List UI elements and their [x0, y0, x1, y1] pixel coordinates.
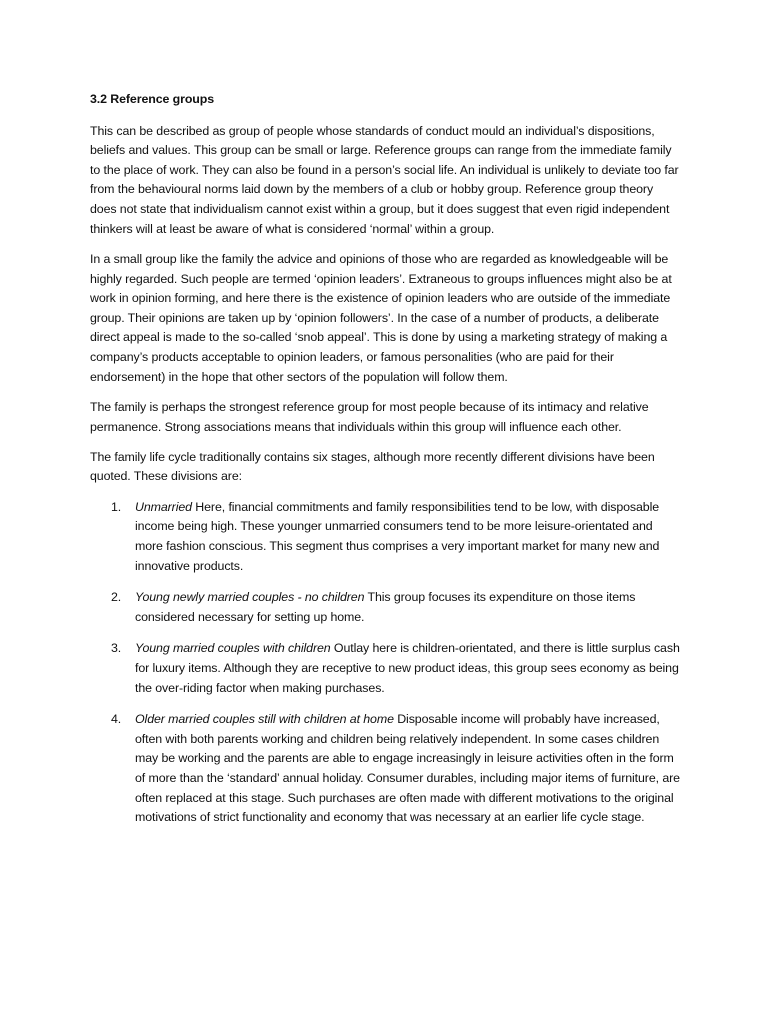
life-cycle-stage-list [90, 498, 682, 828]
paragraph-family-life-cycle-intro: The family life cycle traditionally contains six stages, although more recently different divisions have been quoted. These divisions are: [90, 449, 655, 484]
paragraph-family-reference-group: The family is perhaps the strongest reference group for most people because of its intimacy and relative permanence. Strong associations means that individuals within this group will influence each other. [90, 399, 649, 434]
list-item [90, 498, 682, 576]
stage-description: Disposable income will probably have increased, often with both parents working and children being relatively independent. In some cases children may be working and the parents are able to engage increasingly in leisure activities often in the form of more than the ‘standard’ annual holiday. Consumer durables, including major items of furniture, are often replaced at this stage. Such purchases are often made with different motivations to the original motivations of strict functionality and economy that was necessary at an earlier life cycle stage. [135, 712, 680, 825]
stage-name: Young married couples with children [135, 641, 331, 656]
stage-description: Outlay here is children-orientated, and there is little surplus cash for luxury items. Although they are receptive to new product ideas, this group sees economy as being the over-riding factor when making purchases. [135, 641, 680, 695]
list-item [90, 588, 682, 627]
stage-name: Older married couples still with children at home [135, 712, 394, 727]
list-item [90, 639, 682, 698]
stage-description: This group focuses its expenditure on those items considered necessary for setting up home. [135, 590, 636, 624]
paragraph-reference-group-definition: This can be described as group of people whose standards of conduct mould an individual’s dispositions, beliefs and values. This group can be small or large. Reference groups can range from the immediate family to the place of work. They can also be found in a person’s social life. An individual is unlikely to deviate too far from the behavioural norms laid down by the members of a club or hobby group. Reference group theory does not state that individualism cannot exist within a group, but it does suggest that even rigid independent thinkers will at least be aware of what is considered ‘normal’ within a group. [90, 123, 679, 236]
list-item-number: 4. [111, 712, 122, 727]
section-heading: 3.2 Reference groups [90, 92, 215, 106]
paragraph-opinion-leaders: In a small group like the family the advice and opinions of those who are regarded as knowledgeable will be highly regarded. Such people are termed ‘opinion leaders’. Extraneous to groups influences might also be at work in opinion forming, and here there is the existence of opinion leaders who are outside of the immediate group. Their opinions are taken up by ‘opinion followers’. In the case of a number of products, a deliberate direct appeal is made to the so-called ‘snob appeal’. This is done by using a marketing strategy of making a company’s products acceptable to opinion leaders, or famous personalities (who are paid for their endorsement) in the hope that other sectors of the population will follow them. [90, 251, 672, 384]
stage-name: Young newly married couples - no children [135, 590, 365, 605]
list-item-number: 3. [111, 641, 122, 656]
list-item-number: 1. [111, 499, 122, 514]
stage-description: Here, financial commitments and family responsibilities tend to be low, with disposable income being high. These younger unmarried consumers tend to be more leisure-orientated and more fashion conscious. This segment thus comprises a very important market for many new and innovative products. [135, 499, 660, 573]
list-item [90, 710, 682, 828]
list-item-number: 2. [111, 590, 122, 605]
stage-name: Unmarried [135, 499, 192, 514]
